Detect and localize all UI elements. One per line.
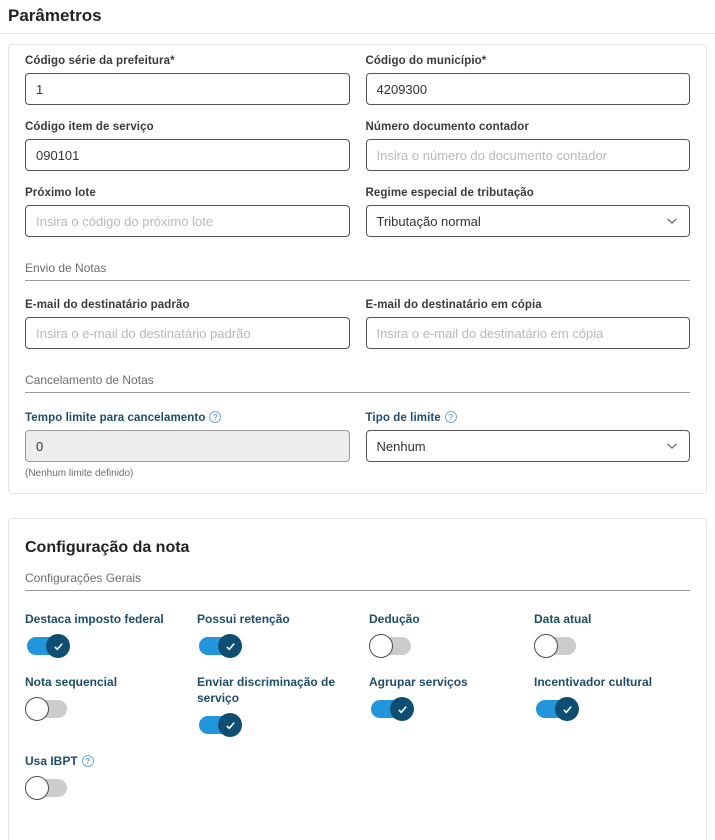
toggle-knob — [25, 776, 49, 800]
field-codigo-municipio — [366, 55, 691, 105]
numero-documento-contador-label: Número documento contador — [365, 121, 530, 133]
toggle-cell-agrupar-servicos — [369, 674, 534, 737]
configuracoes-gerais-title: Configurações Gerais — [25, 571, 142, 585]
toggle-cell-deducao — [369, 611, 534, 658]
toggle-label: Possui retenção — [197, 612, 290, 626]
toggle-knob — [390, 697, 414, 721]
data-atual-toggle[interactable] — [534, 634, 580, 658]
configuracao-card — [8, 518, 707, 840]
tempo-limite-input[interactable] — [25, 430, 350, 462]
cancelamento-section-header — [25, 373, 690, 393]
email-copia-label: E-mail do destinatário em cópia — [365, 299, 542, 311]
field-tipo-limite — [366, 411, 691, 479]
configuracao-title: Configuração da nota — [25, 539, 190, 556]
destaca-imposto-federal-toggle[interactable] — [25, 634, 71, 658]
title-divider — [0, 33, 715, 34]
toggle-label: Agrupar serviços — [369, 675, 468, 689]
toggle-label: Incentivador cultural — [534, 675, 653, 689]
email-copia-input[interactable] — [366, 317, 691, 349]
help-icon[interactable]: ? — [82, 755, 94, 767]
agrupar-servicos-toggle[interactable] — [369, 697, 415, 721]
usa-ibpt-toggle[interactable] — [25, 776, 71, 800]
toggle-label: Usa IBPT ? — [25, 753, 108, 769]
toggle-label: Dedução — [369, 612, 420, 626]
envio-notas-section-header — [25, 261, 690, 281]
tipo-limite-value: Nenhum — [376, 438, 426, 454]
parametros-card — [8, 44, 707, 494]
codigo-item-servico-input[interactable] — [25, 139, 350, 171]
toggle-knob — [369, 634, 393, 658]
field-email-copia — [366, 299, 691, 349]
regime-especial-label: Regime especial de tributação — [365, 187, 534, 199]
proximo-lote-input[interactable] — [25, 205, 350, 237]
check-icon — [396, 703, 409, 716]
tempo-limite-label: Tempo limite para cancelamento ? — [25, 411, 350, 424]
toggle-knob — [218, 634, 242, 658]
field-email-padrao — [25, 299, 350, 349]
toggle-grid — [25, 611, 690, 800]
toggle-knob — [46, 634, 70, 658]
email-padrao-label: E-mail do destinatário padrão — [25, 299, 190, 311]
field-codigo-item-servico — [25, 121, 350, 171]
codigo-serie-input[interactable] — [25, 73, 350, 105]
toggle-label: Nota sequencial — [25, 675, 118, 689]
toggle-knob — [555, 697, 579, 721]
tipo-limite-label: Tipo de limite ? — [366, 411, 691, 424]
help-icon[interactable]: ? — [445, 411, 457, 423]
codigo-serie-label: Código série da prefeitura* — [25, 55, 175, 67]
chevron-down-icon — [665, 439, 679, 453]
tempo-limite-hint: (Nenhum limite definido) — [25, 468, 134, 479]
enviar-discriminacao-toggle[interactable] — [197, 713, 243, 737]
toggle-cell-incentivador-cultural — [534, 674, 690, 737]
codigo-item-servico-label: Código item de serviço — [25, 121, 154, 133]
toggle-knob — [534, 634, 558, 658]
proximo-lote-label: Próximo lote — [25, 187, 96, 199]
toggle-knob — [25, 697, 49, 721]
page-title: Parâmetros — [8, 6, 102, 25]
codigo-municipio-label: Código do município* — [365, 55, 487, 67]
toggle-cell-data-atual — [534, 611, 690, 658]
email-padrao-input[interactable] — [25, 317, 350, 349]
toggle-cell-nota-sequencial — [25, 674, 197, 737]
cancelamento-title: Cancelamento de Notas — [25, 373, 154, 387]
possui-retencao-toggle[interactable] — [197, 634, 243, 658]
toggle-knob — [218, 713, 242, 737]
toggle-cell-destaca-imposto-federal — [25, 611, 197, 658]
regime-especial-select[interactable] — [366, 205, 691, 237]
field-regime-especial — [366, 187, 691, 237]
chevron-down-icon — [665, 214, 679, 228]
field-proximo-lote — [25, 187, 350, 237]
field-tempo-limite — [25, 411, 350, 479]
incentivador-cultural-toggle[interactable] — [534, 697, 580, 721]
tipo-limite-select[interactable] — [366, 430, 691, 462]
toggle-label: Destaca imposto federal — [25, 612, 164, 626]
toggle-label: Data atual — [534, 612, 592, 626]
help-icon[interactable]: ? — [209, 411, 221, 423]
field-codigo-serie — [25, 55, 350, 105]
check-icon — [224, 719, 237, 732]
field-numero-documento-contador — [366, 121, 691, 171]
check-icon — [52, 640, 65, 653]
check-icon — [561, 703, 574, 716]
numero-documento-contador-input[interactable] — [366, 139, 691, 171]
toggle-cell-possui-retencao — [197, 611, 369, 658]
configuracoes-gerais-header — [25, 571, 690, 591]
toggle-cell-usa-ibpt — [25, 753, 197, 800]
check-icon — [224, 640, 237, 653]
toggle-cell-enviar-discriminacao — [197, 674, 369, 737]
regime-especial-value: Tributação normal — [376, 213, 481, 229]
codigo-municipio-input[interactable] — [366, 73, 691, 105]
envio-notas-title: Envio de Notas — [25, 261, 107, 275]
nota-sequencial-toggle[interactable] — [25, 697, 71, 721]
deducao-toggle[interactable] — [369, 634, 415, 658]
toggle-label: Enviar discriminação de serviço — [197, 675, 336, 705]
